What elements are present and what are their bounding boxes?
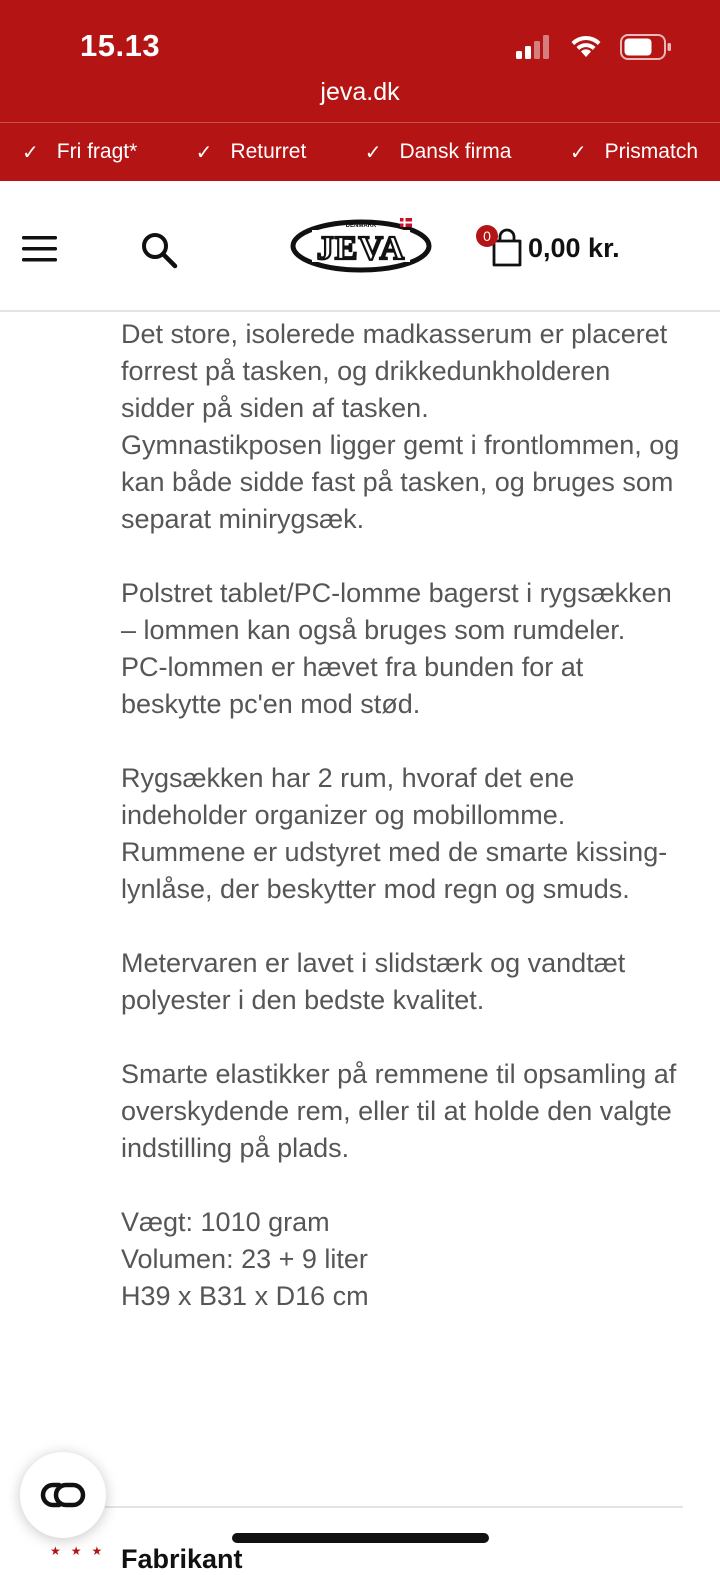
product-description	[121, 316, 681, 1315]
description-paragraph: Metervaren er lavet i slidstærk og vandtæt polyester i den bedste kvalitet.	[121, 948, 626, 1015]
menu-icon[interactable]	[22, 236, 57, 262]
usp-label: Prismatch	[604, 140, 698, 163]
search-icon[interactable]	[140, 231, 178, 269]
spec-volume: Volumen: 23 + 9 liter	[121, 1244, 368, 1274]
section-divider	[105, 1506, 683, 1508]
paragraph-gap	[121, 1019, 681, 1056]
usp-label: Dansk firma	[399, 140, 512, 163]
check-icon: ✓	[22, 141, 39, 164]
battery-icon	[620, 34, 672, 60]
signal-icon	[516, 35, 552, 59]
description-paragraph: Smarte elastikker på remmene til opsamling af overskydende rem, eller til at holde den valgte indstilling på plads.	[121, 1059, 677, 1163]
description-paragraph: Det store, isolerede madkasserum er placeret forrest på tasken, og drikkedunkholderen sidder på siden af tasken.	[121, 319, 668, 423]
jeva-logo[interactable]	[290, 216, 432, 274]
usp-item	[196, 140, 307, 165]
usp-label: Fri fragt*	[56, 140, 138, 163]
description-paragraph: Gymnastikposen ligger gemt i frontlommen, og kan både sidde fast på tasken, og bruges som separat minirygsæk.	[121, 430, 680, 534]
usp-bar	[0, 123, 720, 181]
status-icons	[516, 34, 672, 60]
spec-dimensions: H39 x B31 x D16 cm	[121, 1281, 369, 1311]
spec-weight: Vægt: 1010 gram	[121, 1207, 330, 1237]
description-paragraph: PC-lommen er hævet fra bunden for at beskytte pc'en mod stød.	[121, 652, 584, 719]
check-icon: ✓	[364, 141, 382, 164]
stars-decoration-icon: ★★★	[50, 1544, 113, 1558]
site-header	[0, 181, 720, 312]
logo-brand: JEVA	[316, 230, 406, 267]
status-time: 15.13	[80, 28, 161, 63]
paragraph-gap	[121, 1167, 681, 1204]
paragraph-gap	[121, 908, 681, 945]
description-paragraph: Rygsækken har 2 rum, hvoraf det ene indeholder organizer og mobillomme.	[121, 763, 575, 830]
browser-url[interactable]: jeva.dk	[320, 78, 400, 106]
logo-bottom-text: SINCE 1956	[345, 268, 377, 274]
cart-button[interactable]	[476, 225, 620, 267]
cart-count-badge: 0	[476, 225, 498, 247]
danish-flag-icon	[400, 218, 412, 227]
usp-item	[570, 140, 698, 165]
cart-total: 0,00 kr.	[528, 232, 620, 263]
logo-top-text: DENMARK	[345, 223, 377, 229]
manufacturer-heading[interactable]: Fabrikant	[121, 1544, 243, 1574]
wifi-icon	[570, 35, 602, 59]
paragraph-gap	[121, 538, 681, 575]
paragraph-gap	[121, 723, 681, 760]
home-indicator[interactable]	[232, 1533, 489, 1543]
check-icon: ✓	[569, 141, 587, 164]
chat-button[interactable]	[20, 1452, 106, 1538]
chat-icon	[39, 1481, 87, 1509]
top-bar	[0, 0, 720, 181]
usp-item	[365, 140, 512, 165]
usp-label: Returret	[230, 140, 307, 163]
usp-item	[22, 140, 137, 165]
check-icon: ✓	[195, 141, 213, 164]
description-paragraph: Polstret tablet/PC-lomme bagerst i rygsækken – lommen kan også bruges som rumdeler.	[121, 578, 672, 645]
description-paragraph: Rummene er udstyret med de smarte kissing-lynlåse, der beskytter mod regn og smuds.	[121, 837, 668, 904]
